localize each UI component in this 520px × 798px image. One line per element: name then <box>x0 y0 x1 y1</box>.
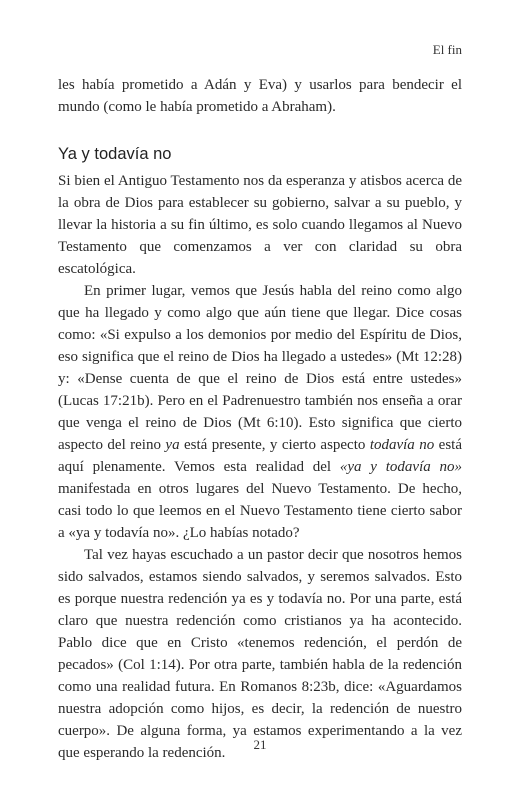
paragraph-2-text: está aquí plenamente. Vemos esta realidad del <box>58 437 462 475</box>
paragraph-2-text: manifestada en otros lugares del Nuevo Testamento. De hecho, casi todo lo que leemos en el Nuevo Testamento tiene cierto sabor a «ya y todavía no». ¿Lo habías notado? <box>58 481 462 541</box>
intro-paragraph: les había prometido a Adán y Eva) y usarlos para bendecir el mundo (como le había prometido a Abraham). <box>58 77 462 115</box>
page-number: 21 <box>253 737 267 752</box>
paragraph-2 <box>58 280 462 544</box>
section-heading: Ya y todavía no <box>58 145 172 163</box>
body-text <box>58 74 462 764</box>
paragraph-2-text: está presente, y cierto aspecto <box>179 437 370 453</box>
emphasis-ya-y-todavia-no: «ya y todavía no» <box>339 459 463 475</box>
emphasis-todavia-no: todavía no <box>369 437 435 453</box>
paragraph-3: Tal vez hayas escuchado a un pastor decir que nosotros hemos sido salvados, estamos siendo salvados, y seremos salvados. Esto es porque nuestra redención ya es y todavía no. Por una parte, está claro que nuestra redención como cristianos ya ha acontecido. Pablo dice que en Cristo «tenemos redención, el perdón de pecados» (Col 1:14). Por otra parte, también habla de la redención como una realidad futura. En Romanos 8:23b, dice: «Aguardamos nuestra adopción como hijos, es decir, la redención de nuestro cuerpo». De alguna forma, ya estamos experimentando a la vez que esperando la redención. <box>58 547 462 761</box>
running-head: El fin <box>432 42 462 57</box>
paragraph-2-text: En primer lugar, vemos que Jesús habla del reino como algo que ha llegado y como algo que aún tiene que llegar. Dice cosas como: «Si expulso a los demonios por medio del Espíritu de Dios, eso significa que el reino de Dios ha llegado a ustedes» (Mt 12:28) y: «Dense cuenta de que el reino de Dios está entre ustedes» (Lucas 17:21b). Pero en el Padrenuestro también nos enseña a orar que venga el reino de Dios (Mt 6:10). Esto significa que cierto aspecto del reino <box>58 283 462 453</box>
emphasis-ya: ya <box>165 437 180 453</box>
paragraph-1: Si bien el Antiguo Testamento nos da esperanza y atisbos acerca de la obra de Dios para establecer su gobierno, salvar a su pueblo, y llevar la historia a su fin último, es solo cuando llegamos al Nuevo Testamento que comenzamos a ver con claridad su obra escatológica. <box>58 173 462 277</box>
